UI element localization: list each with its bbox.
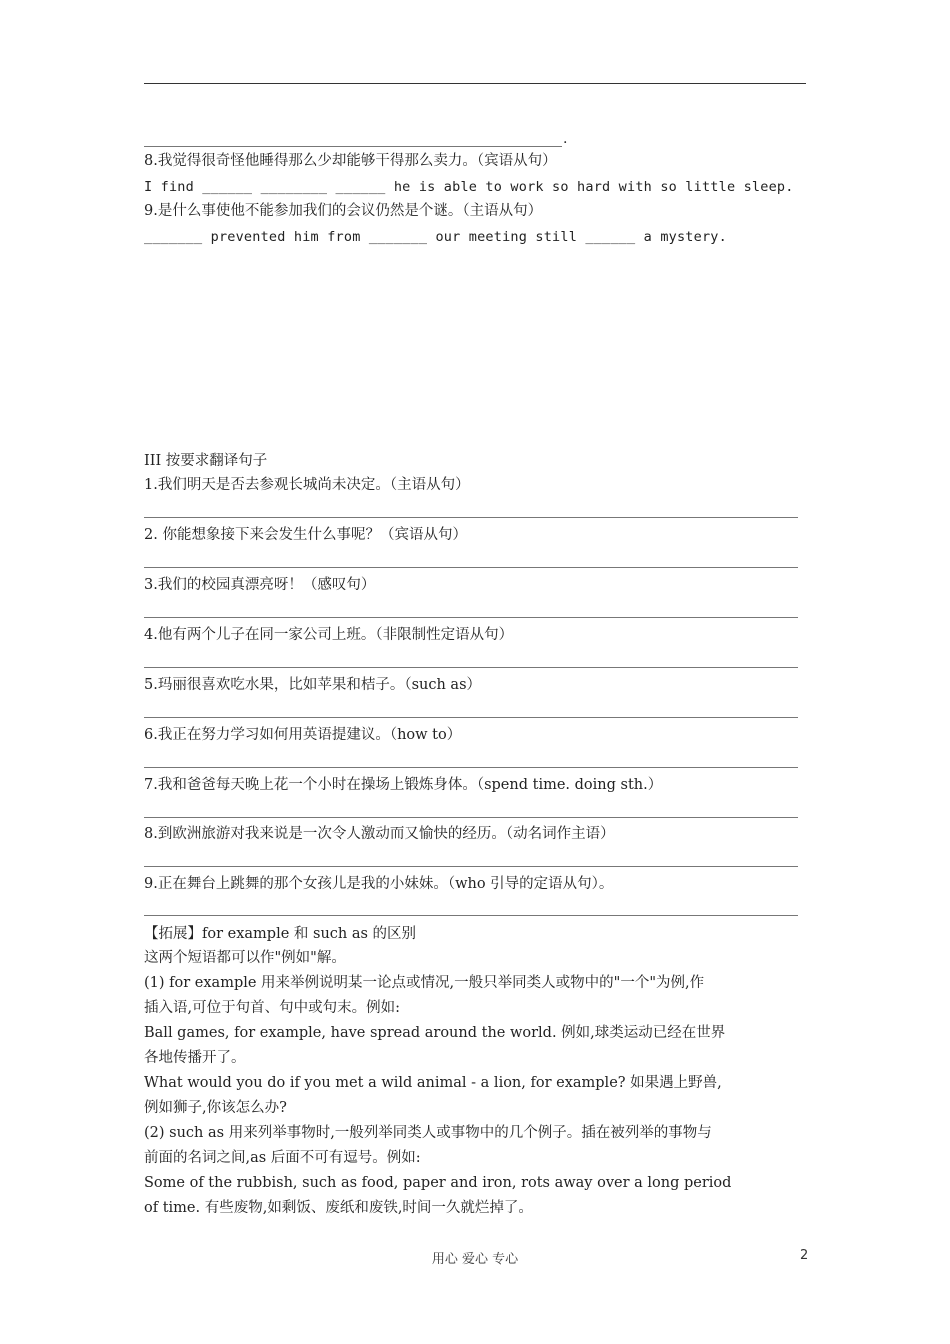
translate-item-3: 3.我们的校园真漂亮呀！（感叹句） xyxy=(144,577,376,593)
answer-line-3 xyxy=(144,617,798,618)
translate-item-9: 9.正在舞台上跳舞的那个女孩儿是我的小妹妹。（who 引导的定语从句）。 xyxy=(144,876,614,892)
example-1-line-1: Ball games, for example, have spread around the world. 例如,球类运动已经在世界 xyxy=(144,1025,726,1041)
answer-line-4 xyxy=(144,667,798,668)
translate-item-5: 5.玛丽很喜欢吃水果，比如苹果和桔子。（such as） xyxy=(144,677,482,693)
extension-point-1-line-1: (1) for example 用来举例说明某一论点或情况,一般只举同类人或物中的"一个"为例,作 xyxy=(144,975,705,991)
extension-point-1-line-2: 插入语,可位于句首、句中或句末。例如: xyxy=(144,1000,400,1016)
answer-line-1 xyxy=(144,517,798,518)
answer-line-7 xyxy=(144,817,798,818)
q9-english: _______ prevented him from _______ our meeting still ______ a mystery. xyxy=(144,229,727,245)
translate-item-2: 2. 你能想象接下来会发生什么事呢？（宾语从句） xyxy=(144,527,467,543)
translate-item-1: 1.我们明天是否去参观长城尚未决定。（主语从句） xyxy=(144,477,470,493)
section-3-heading: III 按要求翻译句子 xyxy=(144,453,268,469)
example-2-line-2: 例如狮子,你该怎么办? xyxy=(144,1100,287,1116)
extension-title: 【拓展】for example 和 such as 的区别 xyxy=(144,926,417,942)
page-number: 2 xyxy=(800,1248,809,1263)
extension-intro: 这两个短语都可以作"例如"解。 xyxy=(144,950,346,966)
q8-english: I find ______ ________ ______ he is able to work so hard with so little sleep. xyxy=(144,179,794,195)
translate-item-8: 8.到欧洲旅游对我来说是一次令人激动而又愉快的经历。（动名词作主语） xyxy=(144,826,615,842)
translate-item-7: 7.我和爸爸每天晚上花一个小时在操场上锻炼身体。（spend time. doing sth.） xyxy=(144,777,663,793)
q8-chinese: 8.我觉得很奇怪他睡得那么少却能够干得那么卖力。（宾语从句） xyxy=(144,153,557,169)
answer-line-8 xyxy=(144,866,798,867)
translate-item-6: 6.我正在努力学习如何用英语提建议。（how to） xyxy=(144,727,462,743)
answer-line-prev-period: . xyxy=(563,131,568,147)
translate-item-4: 4.他有两个儿子在同一家公司上班。（非限制性定语从句） xyxy=(144,627,514,643)
example-2-line-1: What would you do if you met a wild animal - a lion, for example? 如果遇上野兽, xyxy=(144,1075,722,1091)
extension-point-2-line-1: (2) such as 用来列举事物时,一般列举同类人或事物中的几个例子。插在被列举的事物与 xyxy=(144,1125,712,1141)
answer-line-2 xyxy=(144,567,798,568)
answer-line-5 xyxy=(144,717,798,718)
example-3-line-2: of time. 有些废物,如剩饭、废纸和废铁,时间一久就烂掉了。 xyxy=(144,1200,533,1216)
header-rule xyxy=(144,83,806,84)
answer-line-9 xyxy=(144,915,798,916)
example-3-line-1: Some of the rubbish, such as food, paper and iron, rots away over a long period xyxy=(144,1175,732,1191)
page-footer: 用心 爱心 专心 xyxy=(431,1252,519,1267)
q9-chinese: 9.是什么事使他不能参加我们的会议仍然是个谜。（主语从句） xyxy=(144,203,543,219)
answer-line-prev xyxy=(144,146,562,147)
answer-line-6 xyxy=(144,767,798,768)
extension-point-2-line-2: 前面的名词之间,as 后面不可有逗号。例如: xyxy=(144,1150,421,1166)
example-1-line-2: 各地传播开了。 xyxy=(144,1050,246,1066)
